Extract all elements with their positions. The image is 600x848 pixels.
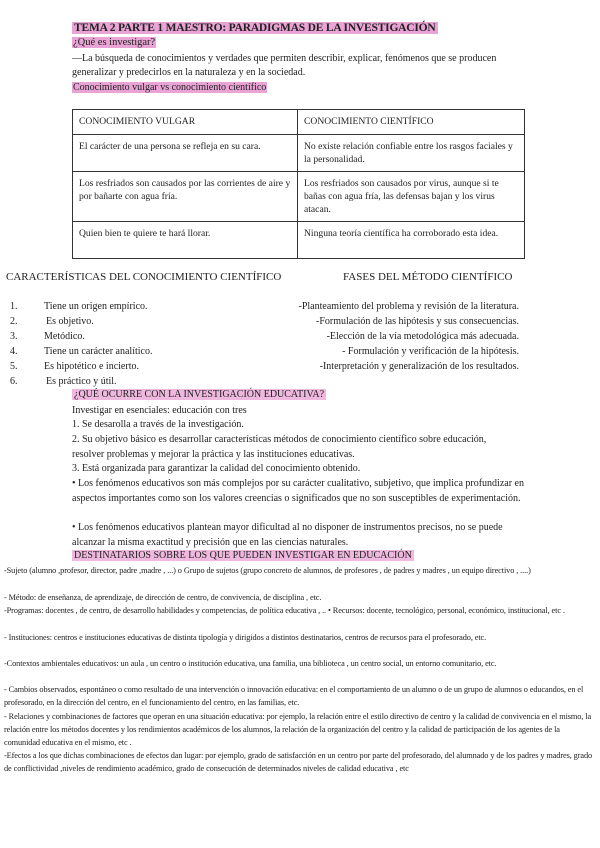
list-number: 3. — [10, 331, 18, 342]
list-item: 3. Está organizada para garantizar la calidad del conocimiento obtenido. — [72, 463, 361, 474]
phase-item: - Formulación y verificación de la hipótesis. — [342, 346, 519, 357]
table-header-cell: CONOCIMIENTO CIENTÍFICO — [298, 110, 525, 135]
list-item: -Programas: docentes , de centro, de desarrollo habilidades y competencias, de política educativa , .. • Recursos: docente, tecnológico, personal, económico, institucional, etc . — [4, 606, 565, 615]
table-cell: El carácter de una persona se refleja en su cara. — [73, 135, 298, 172]
list-item: Metódico. — [44, 331, 85, 342]
comparison-table — [72, 109, 525, 259]
list-item: • Los fenómenos educativos son más complejos por su carácter cualitativo, subjetivo, que implica profundizar en aspectos importantes como son los valores creencias o significados que no son susceptibles de experimentación. — [72, 478, 524, 504]
list-item: 2. Su objetivo básico es desarrollar características métodos de conocimiento científico sobre educación, resolver problemas y mejorar la práctica y las instituciones educativas. — [72, 434, 487, 460]
phase-item: -Interpretación y generalización de los resultados. — [319, 361, 519, 372]
list-item: - Relaciones y combinaciones de factores que operan en una situación educativa: por ejemplo, la relación entre el estilo directivo de centro y la calidad de convivencia en el mismo, la relación entre los métodos docentes y los rendimientos académicos de los alumnos, la relación de la organización del centro y la calidad de participación de los agentes de la comunidad educativa en el mismo, etc . — [4, 712, 592, 747]
list-item: -Efectos a los que dichas combinaciones de efectos dan lugar: por ejemplo, grado de satisfacción en un centro por parte del profesorado, del alumnado y de los padres y madres, grado de conflictividad ,niveles de rendimiento académico, grado de consecución de determinados niveles de calidad educativa , etc — [4, 751, 593, 773]
list-item: • Los fenómenos educativos plantean mayor dificultad al no disponer de instrumentos precisos, no se puede alcanzar la misma exactitud y precisión que en las ciencias naturales. — [72, 522, 503, 548]
question-heading: ¿Qué es investigar? — [73, 37, 156, 48]
table-row — [73, 135, 525, 172]
list-item: Es hipotético e incierto. — [44, 361, 139, 372]
page-title: TEMA 2 PARTE 1 MAESTRO: PARADIGMAS DE LA INVESTIGACIÓN — [74, 22, 436, 34]
list-item: - Cambios observados, espontáneo o como resultado de una intervención o innovación educativa: en el comportamiento de un alumno o de un grupo de alumnos o educandos, en el profesorado, en la dirección del centro, en el funcionamiento del centro, en las familias, etc. — [4, 685, 584, 707]
table-cell: Los resfriados son causados por las corrientes de aire y por bañarte con agua fría. — [73, 172, 298, 222]
list-item: Es práctico y útil. — [46, 376, 117, 387]
phase-item: -Elección de la vía metodológica más adecuada. — [326, 331, 519, 342]
table-row — [73, 222, 525, 259]
phase-item: -Planteamiento del problema y revisión de la literatura. — [298, 301, 519, 312]
list-number: 6. — [10, 376, 18, 387]
phases-title: FASES DEL MÉTODO CIENTÍFICO — [343, 271, 513, 283]
phase-item: -Formulación de las hipótesis y sus consecuencias. — [315, 316, 519, 327]
list-number: 5. — [10, 361, 18, 372]
list-item: - Instituciones: centros e instituciones educativas de distinta tipología y dirigidos a distintos destinatarios, centros de recursos para el profesorado, etc. — [4, 633, 487, 642]
list-number: 2. — [10, 316, 18, 327]
table-cell: No existe relación confiable entre los rasgos faciales y la personalidad. — [298, 135, 525, 172]
recipients-title: DESTINATARIOS SOBRE LOS QUE PUEDEN INVESTIGAR EN EDUCACIÓN — [74, 550, 412, 561]
list-item: Tiene un origen empírico. — [44, 301, 148, 312]
list-item: 1. Se desarolla a través de la investigación. — [72, 419, 244, 430]
comparison-subtitle: Conocimiento vulgar vs conocimiento científico — [73, 82, 267, 93]
list-item: Tiene un carácter analítico. — [44, 346, 153, 357]
list-number: 4. — [10, 346, 18, 357]
list-item: - Método: de enseñanza, de aprendizaje, de dirección de centro, de convivencia, de disciplina , etc. — [4, 593, 322, 602]
characteristics-title: CARACTERÍSTICAS DEL CONOCIMIENTO CIENTÍFICO — [6, 271, 282, 283]
table-header-cell: CONOCIMIENTO VULGAR — [73, 110, 298, 135]
table-header-row — [73, 110, 525, 135]
table-cell: Ninguna teoría científica ha corroborado esta idea. — [298, 222, 525, 259]
list-item: -Sujeto (alumno ,profesor, director, padre ,madre , ...) o Grupo de sujetos (grupo concreto de alumnos, de profesores , de padres y madres , un equipo directivo , ....) — [4, 566, 531, 575]
list-item: Es objetivo. — [46, 316, 94, 327]
list-number: 1. — [10, 301, 18, 312]
educational-research-intro: Investigar en esenciales: educación con tres — [72, 405, 247, 416]
list-item: -Contextos ambientales educativos: un aula , un centro o institución educativa, una familia, una biblioteca , un centro social, un entorno comunitario, etc. — [4, 659, 497, 668]
educational-research-title: ¿QUÉ OCURRE CON LA INVESTIGACIÓN EDUCATIVA? — [74, 389, 325, 400]
definition-paragraph: —La búsqueda de conocimientos y verdades que permiten describir, explicar, fenómenos que se producen generalizar y predecirlos en la naturaleza y en la sociedad. — [72, 53, 497, 78]
table-cell: Los resfriados son causados por virus, aunque si te bañas con agua fría, las defensas bajan y los virus atacan. — [298, 172, 525, 222]
table-cell: Quien bien te quiere te hará llorar. — [73, 222, 298, 259]
table-row — [73, 172, 525, 222]
